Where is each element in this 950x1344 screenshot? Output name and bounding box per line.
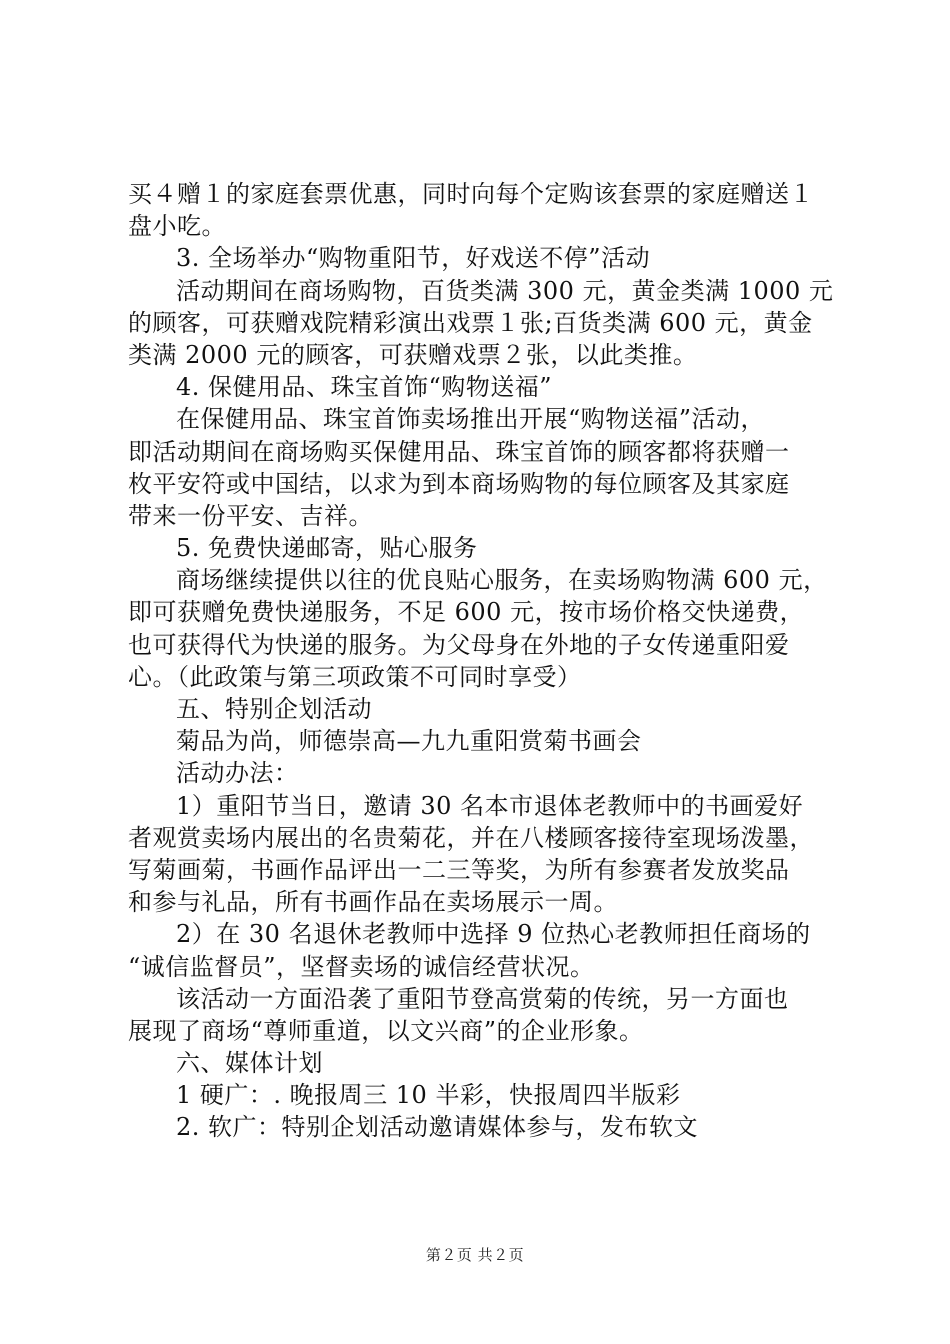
text-line: 1）重阳节当日，邀请 30 名本市退体老教师中的书画爱好 xyxy=(176,791,804,820)
text-line: 即可获赠免费快递服务，不足 600 元，按市场价格交快递费， xyxy=(128,598,805,627)
text-line: 展现了商场“尊师重道，以文兴商”的企业形象。 xyxy=(128,1016,644,1045)
text-line: 枚平安符或中国结，以求为到本商场购物的每位顾客及其家庭 xyxy=(128,469,790,498)
text-line: 5. 免费快递邮寄，贴心服务 xyxy=(176,534,478,563)
text-line: 类满 2000 元的顾客，可获赠戏票２张，以此类推。 xyxy=(128,340,698,369)
document-body xyxy=(128,178,838,1144)
text-line: 商场继续提供以往的优良贴心服务，在卖场购物满 600 元， xyxy=(176,566,828,595)
text-line: 1 硬广：. 晚报周三 10 半彩，快报周四半版彩 xyxy=(176,1081,681,1110)
text-line: 的顾客，可获赠戏院精彩演出戏票１张;百货类满 600 元，黄金 xyxy=(128,308,813,337)
text-line: 心。（此政策与第三项政策不可同时享受） xyxy=(128,662,582,691)
text-line: 在保健用品、珠宝首饰卖场推出开展“购物送福”活动， xyxy=(176,405,766,434)
text-line: 五、特别企划活动 xyxy=(176,695,372,723)
text-line: 2. 软广：特别企划活动邀请媒体参与，发布软文 xyxy=(176,1113,699,1142)
text-line: 也可获得代为快递的服务。为父母身在外地的子女传递重阳爱 xyxy=(128,630,790,659)
text-line: 买４赠１的家庭套票优惠，同时向每个定购该套票的家庭赠送１ xyxy=(128,180,814,208)
text-line: 活动办法： xyxy=(176,759,299,788)
text-line: 盘小吃。 xyxy=(128,212,226,241)
page-footer: 第２页 共２页 xyxy=(425,1246,525,1264)
text-line: 写菊画菊，书画作品评出一二三等奖，为所有参赛者发放奖品 xyxy=(128,855,790,884)
text-line: 该活动一方面沿袭了重阳节登高赏菊的传统，另一方面也 xyxy=(176,984,789,1013)
text-line: 活动期间在商场购物，百货类满 300 元，黄金类满 1000 元 xyxy=(176,276,834,305)
text-line: 菊品为尚，师德崇高—九九重阳赏菊书画会 xyxy=(176,727,642,756)
text-line: 2）在 30 名退休老教师中选择 9 位热心老教师担任商场的 xyxy=(176,920,811,949)
text-line: 带来一份平安、吉祥。 xyxy=(128,501,373,530)
text-line: 和参与礼品，所有书画作品在卖场展示一周。 xyxy=(128,888,618,917)
text-line: 即活动期间在商场购买保健用品、珠宝首饰的顾客都将获赠一 xyxy=(128,437,790,466)
text-line: 者观赏卖场内展出的名贵菊花，并在八楼顾客接待室现场泼墨， xyxy=(128,823,814,852)
text-line: “诚信监督员”，坚督卖场的诚信经营状况。 xyxy=(128,952,595,981)
text-line: 3. 全场举办“购物重阳节，好戏送不停”活动 xyxy=(176,244,651,273)
text-line: 4. 保健用品、珠宝首饰“购物送福” xyxy=(176,373,553,402)
text-line: 六、媒体计划 xyxy=(176,1049,323,1078)
